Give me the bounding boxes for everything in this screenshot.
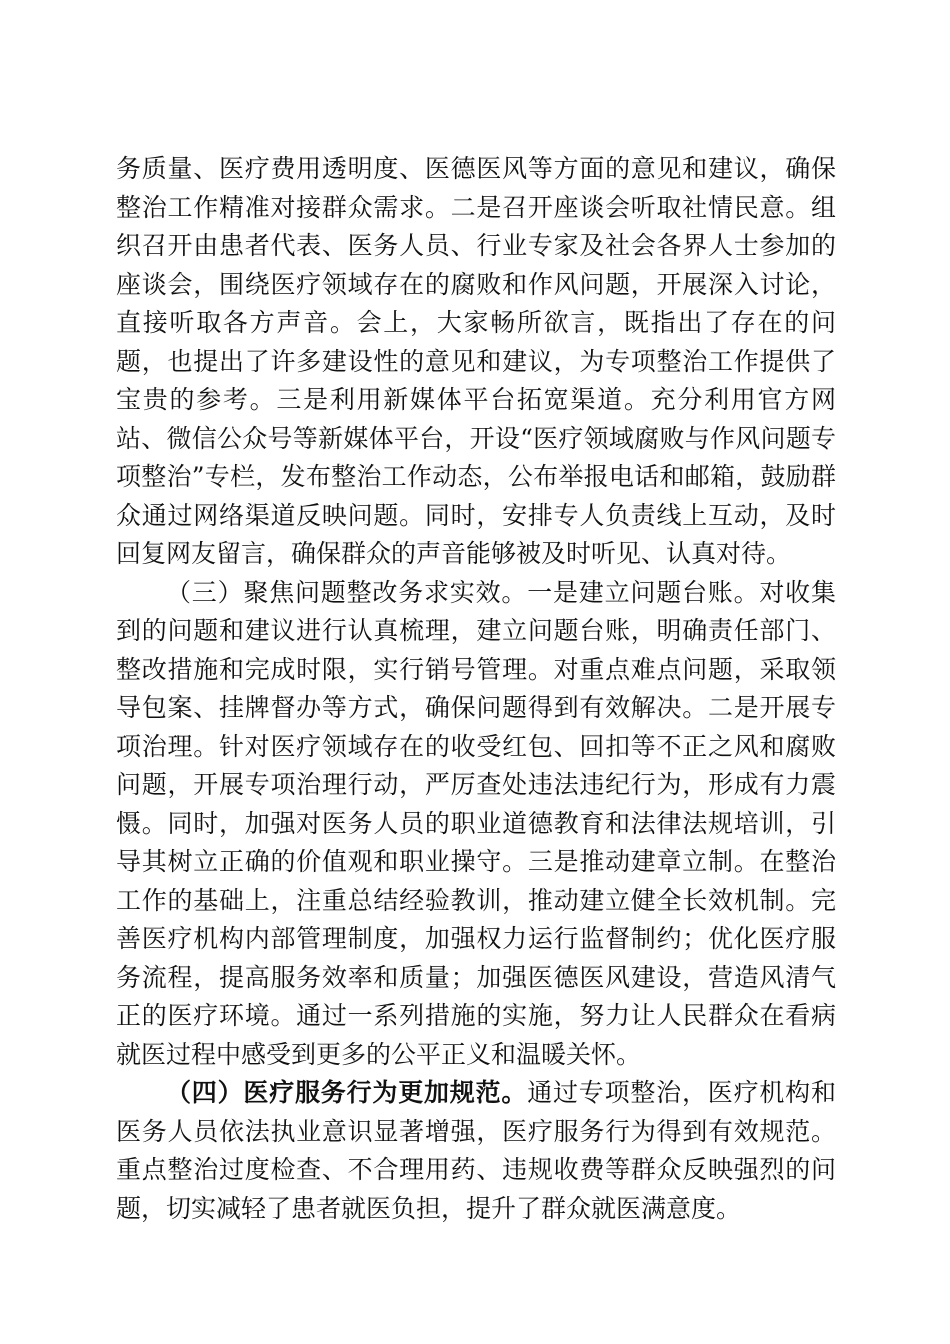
paragraph-continued: 务质量、医疗费用透明度、医德医风等方面的意见和建议，确保整治工作精准对接群众需求。二是召开座谈会听取社情民意。组织召开由患者代表、医务人员、行业专家及社会各界人士参加的座谈会，围绕医疗领域存在的腐败和作风问题，开展深入讨论，直接听取各方声音。会上，大家畅所欲言，既指出了存在的问题，也提出了许多建设性的意见和建议，为专项整治工作提供了宝贵的参考。三是利用新媒体平台拓宽渠道。充分利用官方网站、微信公众号等新媒体平台，开设“医疗领域腐败与作风问题专项整治”专栏，发布整治工作动态，公布举报电话和邮箱，鼓励群众通过网络渠道反映问题。同时，安排专人负责线上互动，及时回复网友留言，确保群众的声音能够被及时听见、认真对待。 (116, 154, 836, 568)
section-four-heading: （四）医疗服务行为更加规范。 (166, 1078, 528, 1107)
paragraph-section-three: （三）聚焦问题整改务求实效。一是建立问题台账。对收集到的问题和建议进行认真梳理，建立问题台账，明确责任部门、整改措施和完成时限，实行销号管理。对重点难点问题，采取领导包案、挂牌督办等方式，确保问题得到有效解决。二是开展专项治理。针对医疗领域存在的收受红包、回扣等不正之风和腐败问题，开展专项治理行动，严厉查处违法违纪行为，形成有力震慑。同时，加强对医务人员的职业道德教育和法律法规培训，引导其树立正确的价值观和职业操守。三是推动建章立制。在整治工作的基础上，注重总结经验教训，推动建立健全长效机制。完善医疗机构内部管理制度，加强权力运行监督制约；优化医疗服务流程，提高服务效率和质量；加强医德医风建设，营造风清气正的医疗环境。通过一系列措施的实施，努力让人民群众在看病就医过程中感受到更多的公平正义和温暖关怀。 (116, 577, 836, 1069)
paragraph-section-four (116, 1074, 836, 1228)
document-body (116, 150, 836, 1228)
section-four-text: 通过专项整治，医疗机构和医务人员依法执业意识显著增强，医疗服务行为得到有效规范。重点整治过度检查、不合理用药、违规收费等群众反映强烈的问题，切实减轻了患者就医负担，提升了群众就医满意度。 (116, 1078, 836, 1223)
